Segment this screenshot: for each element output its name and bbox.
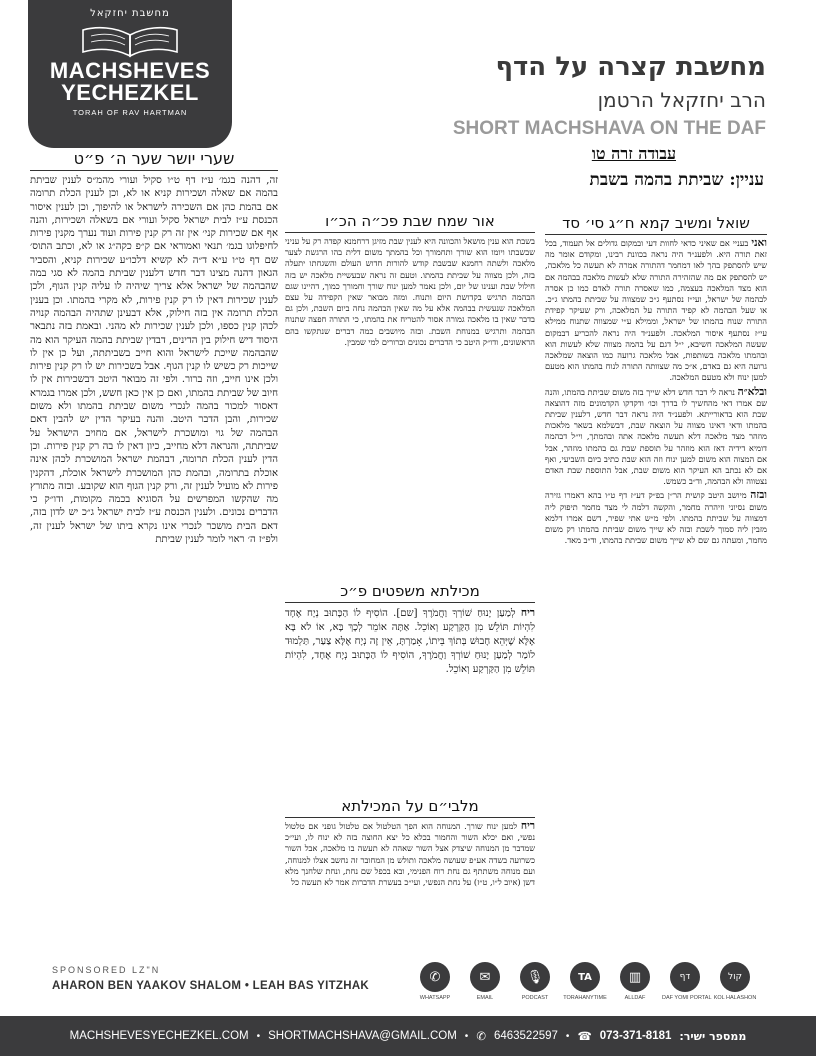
- rabbi-name: הרב יחזקאל הרטמן: [597, 88, 766, 112]
- column-shaarei-yosher: [30, 148, 278, 946]
- kol-halashon-icon: קול: [720, 962, 750, 992]
- logo: [28, 0, 232, 148]
- torahanytime-icon: TA: [570, 962, 600, 992]
- paragraph-text: זה, דהנה בגמ׳ ע״ז דף ט״ו סקיל ועורי מהמ״ס לענין שביתת בהמה אם שאלה ושכירות קניא או לא, וכן לענין הכלת תרומה אם בהמת כהן אם השכירה לישראל או להיפוך, וכן לענין איסור הכנסת ע״ז לבית ישראל סקיל ועורי אם בשאלה ושכירות, והנה אף אם שכירות קני׳ אין זה רק קנין פירות ועוד נערך מקנין פירות לחיפלוגו בגמ׳ תנאי ואמוראי אם ק״פ כקה״ג או לא, וכתב התוס׳ שם דף ט״ו ע״א ד״ה לא קשיא דלכו״ע שכירות קניא, והסביר הגאון דהנה מצינו דבר חדש דלענין שביתת בהמה לא סגי במה שהבהמה של ישראל אלא צריך שיהיה לו עליה קנין הגוף, ולכן לענין שכירות דאין לו רק קנין פירות, לא מקרי בהמתו. וכן בענין הכלת תרומה אין בזה חילוק, אלא דבעינן שתהיה הבהמה קנויה לכהן קנין כספו, ולכן לענין שכירות לא מהני. ובאמת בזה נתבאר היסוד דיש חילוק בין הדינים, דבדין שביתת בהמה העיקר הוא מה שהבהמה שייכת לישראל והוא חייב בשביתתה, ועל כן אין לו שייכות רק כשיש לו קנין הגוף. אבל בשכירות יש לו רק קנין פירות ולכן אינו חייב, וזה ברור. ולפי זה מבואר היטב דבשכירות אין לו חיוב של שביתת בהמתו, ואם כן אין כאן חשש, ולכן אמרו בגמרא דאסור למכור בהמה לנכרי משום שביתת בהמתו ולא משום שכירות, והבן הדבר היטב. והנה בעיקר הדין יש להבין דאם הבהמה של גוי ומושכרת לישראל, אם מחויב הישראל על שביתתה, והנראה דלא מחייב, כיון דאין לו בה רק קנין פירות. וכן הדין לענין הכלת תרומה, דבהמת ישראל המושכרת לכהן אינה אוכלת בתרומה, ובהמת כהן המושכרת לישראל אוכלת, דהקנין פירות לא מועיל לענין זה, ורק קנין הגוף הוא שקובע. ובזה מתורץ מה שהקשו המפרשים על הסוגיא בכמה מקומות, ודו״ק כי הדברים נכונים. ולענין הכנסת ע״ז לבית ישראל ג״כ יש לדון בזה, דאם הבית מושכר לנכרי אינו נקרא ביתו של ישראל לענין זה, ולפ״ז ה׳ ראוי לומר לענין שביתת: [30, 175, 278, 546]
- sponsor-names: [52, 980, 369, 992]
- icon-label: ALLDAF: [624, 995, 646, 1001]
- column-shoel-umeshiv: [545, 212, 767, 800]
- page-title: מחשבת קצרה על הדף: [495, 52, 766, 82]
- paragraph-lead: ובלא״ה: [737, 385, 767, 398]
- whatsapp-icon: ✆: [420, 962, 450, 992]
- column-heading: מכילתא משפטים פ״כ: [285, 580, 535, 603]
- email-link[interactable]: [462, 962, 508, 1001]
- sponsor-name: LEAH BAS YITZHAK: [252, 980, 370, 992]
- paragraph: [285, 821, 535, 888]
- topic-label: עניין: שביתת בהמה בשבת: [589, 170, 764, 190]
- column-malbim: [285, 795, 535, 945]
- paragraph-lead: ריח: [520, 607, 535, 619]
- logo-hebrew: מחשבת יחזקאל: [90, 8, 170, 19]
- icon-label: TORAHANYTIME: [563, 995, 607, 1001]
- column-heading: מלבי״ם על המכילתא: [285, 795, 535, 818]
- paragraph-text: בשבת הוא ענין מושאל והכוונה היא לענין שבת מזיגן דרחמנא קפדה רק על עניני שבשבתו ויומו הוא שורך ותחמורך וכל בהמתך משום דלית בהו הרגשת לצער מלאכה ולשתה רחמנא שבשבת קודש להורות חדוש העולם והשגחתו יתעלה בזה, ולכן מצווה על שביתת בהמתו. וטעם זה נראה שבעשיית מלאכה יש בזה חילול שבת וענינו של יום, ולכן נאמר למען ינוח שורך וחמורך כמוך, דהיינו שגם הבהמה תרגיש בקדושת היום ותנוח. ומזה מבואר שאין הקפידה על עצם המלאכה שנעשית בבהמה אלא על מה שאין הבהמה נחה ביום השבת, ולכן גם בדבר שאין בו מלאכה גמורה אסור להטריח את בהמתו, כי התורה חפצה שתנוח הבהמה ותרגיש במנוחת השבת. ובזה מיושבים כמה דברים שנתקשו בהם הראשונים, ודו״ק היטב כי הדברים נכונים וברורים למי שמבין.: [285, 236, 535, 347]
- paragraph-lead: ואני: [751, 237, 767, 249]
- dafyomi-portal-icon: דף: [670, 962, 700, 992]
- sponsor-name: AHARON BEN YAAKOV SHALOM: [52, 980, 242, 992]
- icon-label: KOL HALASHON: [713, 995, 757, 1001]
- paragraph-text: לְמַעַן יָנוּחַ שׁוֹרְךָ וַחֲמֹרֶךָ [שם]. הוֹסִיף לוֹ הַכָּתוּב נְיָח אֶחָד לִהְיוֹת תּוֹלֵשׁ מִן הַקַּרְקַע וְאוֹכֵל. אַתָּה אוֹמֵר לְכָךְ בָּא, אוֹ לֹא בָּא אֶלָּא שֶׁיְּהֵא חָבוּשׁ בְּתוֹךְ בֵּיתוֹ, אָמַרְתָּ, אֵין זֶה נְיָח אֶלָּא צַעַר, תַּלְמוּד לוֹמַר לְמַעַן יָנוּחַ שׁוֹרְךָ וַחֲמֹרֶךָ, הוֹסִיף לוֹ הַכָּתוּב נְיָח אֶחָד, לִהְיוֹת תּוֹלֵשׁ מִן הַקַּרְקַע וְאוֹכֵל.: [285, 608, 535, 675]
- footer-bar: [0, 1016, 816, 1056]
- paragraph: [545, 238, 767, 384]
- dafyomi-portal-link[interactable]: [662, 962, 712, 1001]
- email-icon: ✉: [470, 962, 500, 992]
- column-or-sameach: [285, 210, 535, 580]
- paragraph: [285, 606, 535, 677]
- microphone-icon: 🎙: [520, 962, 550, 992]
- icon-label: PODCAST: [521, 995, 549, 1001]
- separator: •: [464, 1030, 469, 1042]
- column-heading: שואל ומשיב קמא ח״ג סי׳ סד: [545, 212, 767, 235]
- logo-line1: MACHSHEVES: [49, 58, 211, 83]
- tractate-label: עבודה זרה טו: [591, 144, 676, 163]
- column-mechilta: [285, 580, 535, 785]
- logo-line2: YECHEZKEL: [61, 80, 199, 105]
- whatsapp-icon: ✆: [476, 1031, 486, 1043]
- sponsor-label: SPONSORED LZ"N: [52, 965, 161, 975]
- icon-label: EMAIL: [476, 995, 494, 1001]
- paragraph-text: מיושב היטב קושית הר״ן בפ״ק דע״ז דף ט״ו בהא דאמרו גזירה משום נסיוני וזיהרה מחמר, והקשה דלמה לי מצד מחמר תיפוק ליה דמצווה על שביתת בהמתו. ולפי מ״ש אתי שפיר, דשם אמרו דלמא מזבין ליה סמוך לשבת ובזה לא שייך משום שביתת בהמתו רק משום מחמר, ומעתה גם שם לא שייך משום שביתת בהמתו, וד״ב מאד.: [545, 490, 767, 546]
- separator: •: [244, 980, 250, 992]
- column-heading: אור שמח שבת פכ״ה הכ״ו: [285, 210, 535, 233]
- phone-icon: ☎: [577, 1031, 592, 1043]
- sponsor-block: [52, 965, 369, 992]
- logo-tagline: TORAH OF RAV HARTMAN: [72, 108, 188, 117]
- phone-number[interactable]: 073-371-8181: [599, 1030, 672, 1042]
- kol-halashon-link[interactable]: [712, 962, 758, 1001]
- email-address[interactable]: SHORTMACHSHAVA@GMAIL.COM: [268, 1030, 457, 1042]
- paragraph-lead: ובזה: [750, 489, 767, 502]
- whatsapp-number[interactable]: 6463522597: [493, 1030, 558, 1042]
- platform-icons: [412, 962, 758, 1001]
- paragraph-text: למען ינוח שורך. המנוחה הוא הפך הטלטול אם טלטול גופני אם טלטול נפשי, ואם יכלא השור והחמור בכלא כל יצא החוצה בזה לא ינוח לו, ועי״כ שמדבר מן המנוחה שיצדק אצל השור שאהה לא תעשה בו מלאכה, אבל השור כשרועה בשדה אע״פ שעושה מלאכה ותולש מן המחובר זה נחשב אצלו למנוחה, ועם מנוחה משתתף גם נחת רוח הפנימי, ובא בכפל שם נחת, ונחת שלחנך מלא דשן (איוב ל״ו, ט״ז) על נחת הנפשי, ועי״כ בעשרת הדברות אמר לא תעשה כל: [285, 821, 535, 888]
- paragraph-text: נראה לי דבר חדש דלא שייך בזה משום שביתת בהמתו, והנה שם אמרו דאי מהחשיך לו בדרך וכו׳ ודקדקו הקדמונים מזה דהוצאה שבת הוא בדאורייתא. ולפענ״ד היה נראה דבר חדש, דלענין שביתת בהמתו ודאי דאינו מצווה על הוצאה שבת, דבשלמא בשאר מלאכות מוזהר מצד מלאכה דלא תעשה מלאכה אתה ובהמתך, וי״ל דבהמה דומיא דידיה דאז הוא מוזהר על תוספת שבת גם בהמתו מוזהר, אבל אם המצוה הוא משום למען ינוח וזה הוא שבת כתיב ביום השביעי, ואף אם לא נכתב הא העיקר הוא משום שבת, אבל התוספת שבת האדם נצטווה ולא הבהמה, וד״ב כשמש.: [545, 386, 767, 487]
- icon-label: DAF YOMI PORTAL: [662, 995, 712, 1001]
- alldaf-link[interactable]: [612, 962, 658, 1001]
- paragraph-lead: ריח: [520, 820, 535, 832]
- separator: •: [256, 1030, 261, 1042]
- phone-label: ממספר ישיר:: [679, 1029, 747, 1043]
- paragraph: [545, 490, 767, 546]
- english-title: SHORT MACHSHAVA ON THE DAF: [452, 118, 766, 139]
- book-icon: [75, 22, 185, 60]
- icon-label: WHATSAPP: [419, 995, 451, 1001]
- paragraph: [545, 387, 767, 488]
- podcast-link[interactable]: [512, 962, 558, 1001]
- paragraph-text: בעניי אם שאיני כדאי לחוות דעי ובמקום גדולים אל תעמוד, בכל זאת תורה היא. ולפענ״ד היה נראה בכוונת רבינו, ומקודם אומר מה שיש להסתפק בהך לאו דמחמר דהתורה אמרה לא תעשה כל מלאכה, יש להסתפק אם מה שהזהירה התורה שלא לעשות מלאכה בבהמה אם הוא מצד המלאכה בעצמה, כמו שאסרה תורה לאדם כמו כן אסרה לבהמה של ישראל, ועי״ז נסתעף ג״כ שמצווה על שביתת בהמתו ג״כ. או שעל הבהמה לא קפיד התורה על המלאכה, ורק שעיקר קפידת התורה שנוח בהמתו של ישראל, וממילא ע״י שמצווה שתנוח ממילא עי״ז נסתעף איסור המלאכה. ולפענ״ד היה נראה להכריע דבמקום שעשה המלאכה חשיבא, י״ל דגם על בהמה מצווה שלא לעשות הוא ובהמתו מלאכה בשותפות, אבל מלאכה גרועה כמו הוצאה שמלאכה גרועה היא גם באדם, א״כ מה שצוותה התורה לנוח בהמתו הוא מטעם למען ינוח ולא מטעם המלאכה.: [545, 238, 767, 383]
- alldaf-icon: ▥: [620, 962, 650, 992]
- website-link[interactable]: MACHSHEVESYECHEZKEL.COM: [69, 1030, 249, 1042]
- torahanytime-link[interactable]: [562, 962, 608, 1001]
- column-heading: שערי יושר שער ה׳ פ״ט: [30, 148, 278, 171]
- whatsapp-link[interactable]: [412, 962, 458, 1001]
- separator: •: [565, 1030, 570, 1042]
